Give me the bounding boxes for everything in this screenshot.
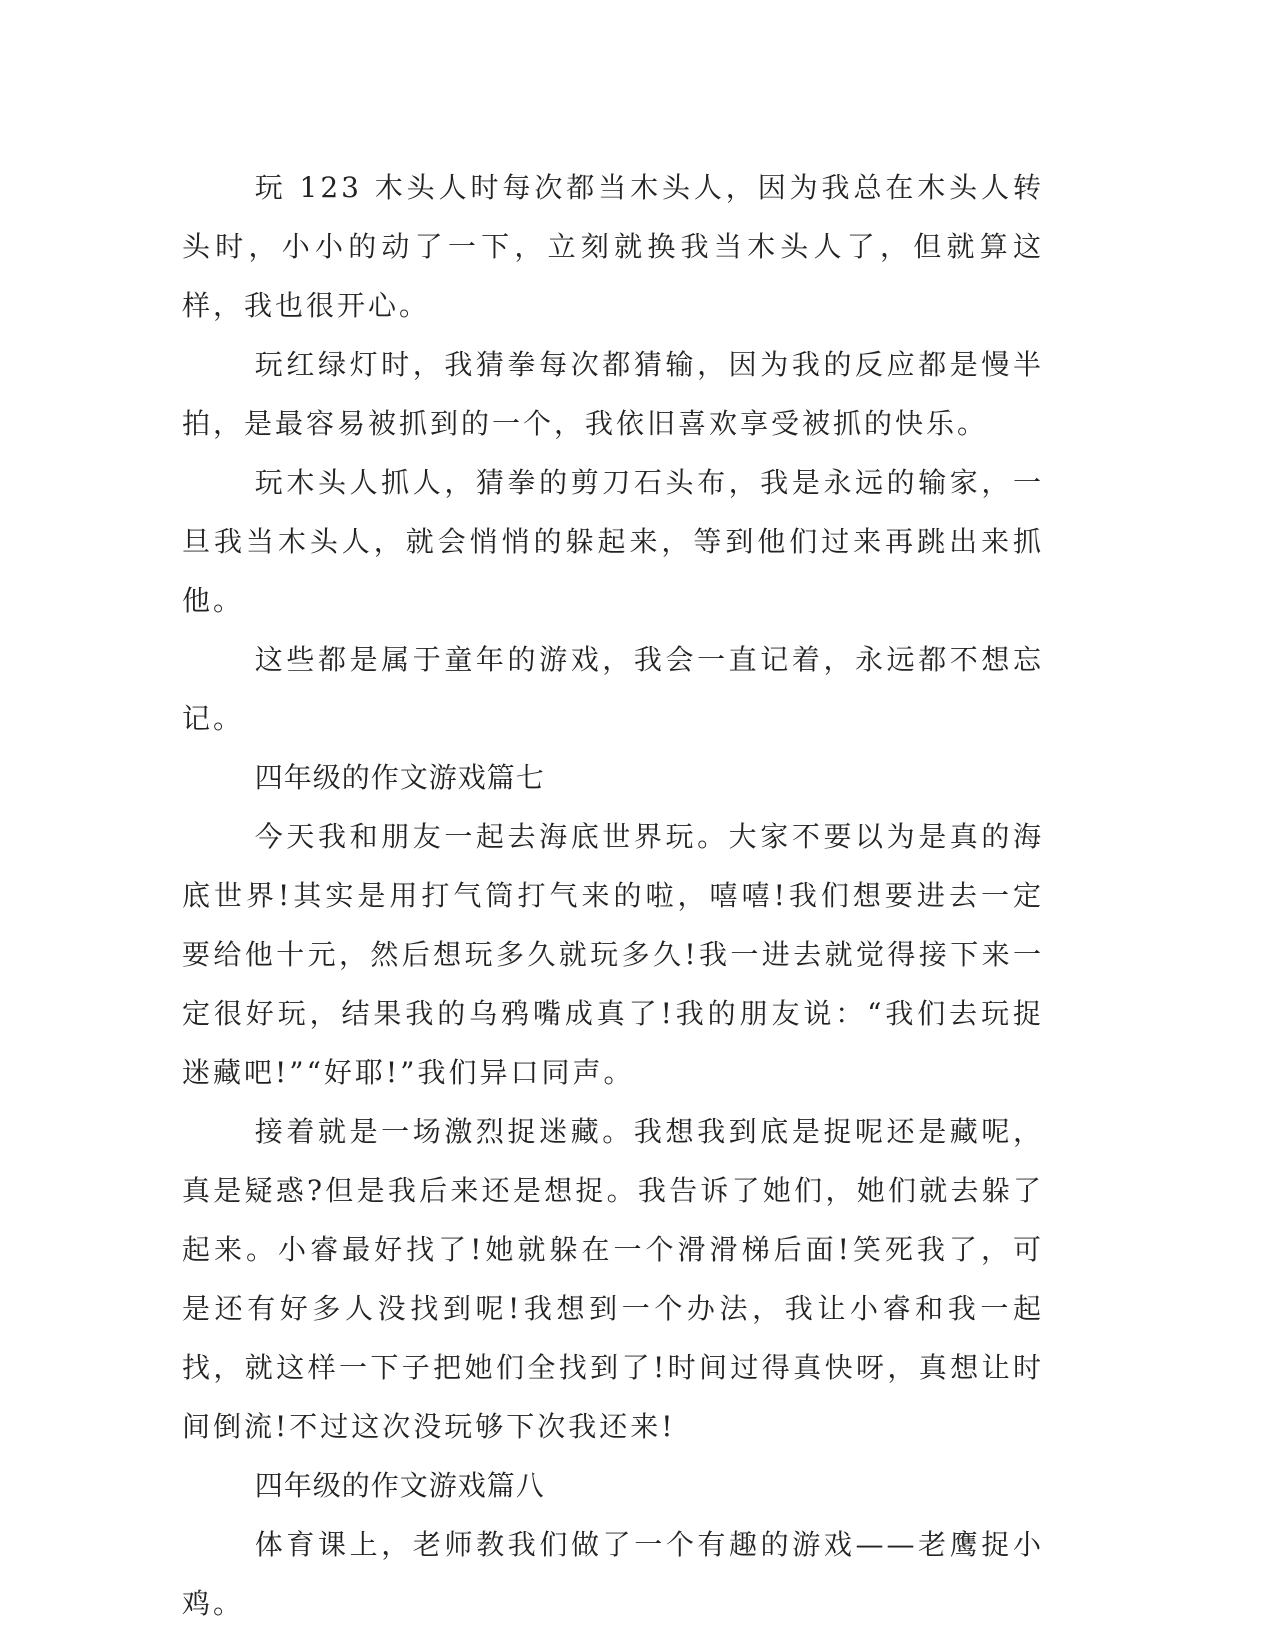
paragraph-ocean-world: 今天我和朋友一起去海底世界玩。大家不要以为是真的海底世界!其实是用打气筒打气来的啦，嘻嘻!我们想要进去一定要给他十元，然后想玩多久就玩多久!我一进去就觉得接下来一定很好玩，结果我的乌鸦嘴成真了!我的朋友说：“我们去玩捉迷藏吧!”“好耶!”我们异口同声。 bbox=[182, 820, 1044, 1089]
document-body bbox=[182, 158, 1044, 1633]
paragraph-red-green-light: 玩红绿灯时，我猜拳每次都猜输，因为我的反应都是慢半拍，是最容易被抓到的一个，我依旧喜欢享受被抓的快乐。 bbox=[182, 348, 1044, 440]
section-heading-eight: 四年级的作文游戏篇八 bbox=[254, 1469, 545, 1502]
paragraph-wooden-man: 玩 123 木头人时每次都当木头人，因为我总在木头人转头时，小小的动了一下，立刻就换我当木头人了，但就算这样，我也很开心。 bbox=[182, 171, 1044, 322]
paragraph-hide-and-seek: 接着就是一场激烈捉迷藏。我想我到底是捉呢还是藏呢，真是疑惑?但是我后来还是想捉。我告诉了她们，她们就去躲了起来。小睿最好找了!她就躲在一个滑滑梯后面!笑死我了，可是还有好多人没找到呢!我想到一个办法，我让小睿和我一起找，就这样一下子把她们全找到了!时间过得真快呀，真想让时间倒流!不过这次没玩够下次我还来! bbox=[182, 1115, 1044, 1443]
section-heading-seven: 四年级的作文游戏篇七 bbox=[254, 761, 545, 794]
paragraph-pe-class: 体育课上，老师教我们做了一个有趣的游戏——老鹰捉小鸡。 bbox=[182, 1528, 1044, 1620]
paragraph-catching-game: 玩木头人抓人，猜拳的剪刀石头布，我是永远的输家，一旦我当木头人，就会悄悄的躲起来，等到他们过来再跳出来抓他。 bbox=[182, 466, 1044, 617]
paragraph-childhood-games: 这些都是属于童年的游戏，我会一直记着，永远都不想忘记。 bbox=[182, 643, 1044, 735]
